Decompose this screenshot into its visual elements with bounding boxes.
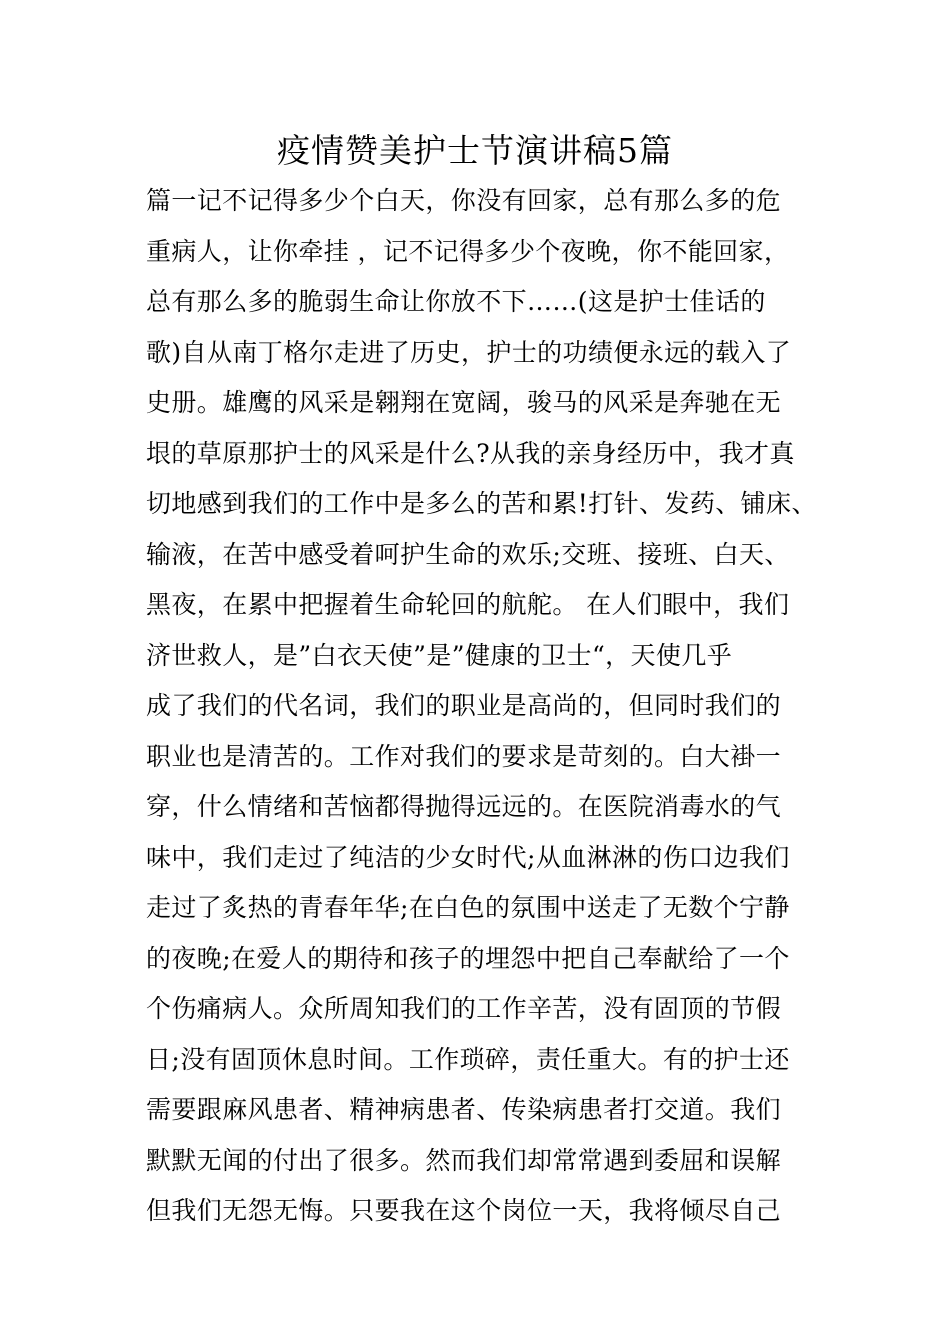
document-title: 疫情赞美护士节演讲稿5篇 [277, 131, 673, 170]
text-line: 垠的草原那护士的风采是什么?从我的亲身经历中，我才真 [146, 438, 795, 468]
text-line: 需要跟麻风患者、精神病患者、传染病患者打交道。我们 [146, 1095, 782, 1124]
text-line: 个伤痛病人。众所周知我们的工作辛苦，没有固顶的节假 [146, 994, 782, 1023]
text-line: 史册。雄鹰的风采是翱翔在宽阔，骏马的风采是奔驰在无 [146, 388, 782, 417]
text-line: 济世救人，是”白衣天使”是”健康的卫士“，天使几乎 [146, 640, 733, 670]
text-line: 职业也是清苦的。工作对我们的要求是苛刻的。白大褂一 [146, 741, 782, 771]
text-line: 总有那么多的脆弱生命让你放不下……(这是护士佳话的 [146, 287, 766, 316]
text-line: 日;没有固顶休息时间。工作琐碎，责任重大。有的护士还 [146, 1044, 790, 1074]
text-line: 黑夜，在累中把握着生命轮回的航舵。 在人们眼中，我们 [146, 590, 790, 619]
text-line: 走过了炙热的青春年华;在白色的氛围中送走了无数个宁静 [146, 893, 790, 922]
text-line: 重病人，让你牵挂 ，记不记得多少个夜晚，你不能回家， [146, 236, 790, 266]
text-line: 篇一记不记得多少个白天，你没有回家，总有那么多的危 [146, 186, 782, 215]
text-line: 输液，在苦中感受着呵护生命的欢乐;交班、接班、白天、 [146, 539, 790, 569]
text-line: 切地感到我们的工作中是多么的苦和累!打针、发药、铺床、 [146, 489, 817, 518]
text-line: 歌)自从南丁格尔走进了历史，护士的功绩便永远的载入了 [146, 337, 792, 367]
text-line: 味中，我们走过了纯洁的少女时代;从血淋淋的伤口边我们 [146, 842, 790, 872]
text-line: 默默无闻的付出了很多。然而我们却常常遇到委屈和误解 [146, 1145, 782, 1175]
text-line: 穿，什么情绪和苦恼都得抛得远远的。在医院消毒水的气 [146, 792, 782, 821]
document-body [146, 176, 866, 1237]
text-line: 但我们无怨无悔。只要我在这个岗位一天，我将倾尽自己 [146, 1196, 782, 1225]
text-line: 的夜晚;在爱人的期待和孩子的埋怨中把自己奉献给了一个 [146, 943, 790, 973]
text-line: 成了我们的代名词，我们的职业是高尚的，但同时我们的 [146, 691, 782, 720]
